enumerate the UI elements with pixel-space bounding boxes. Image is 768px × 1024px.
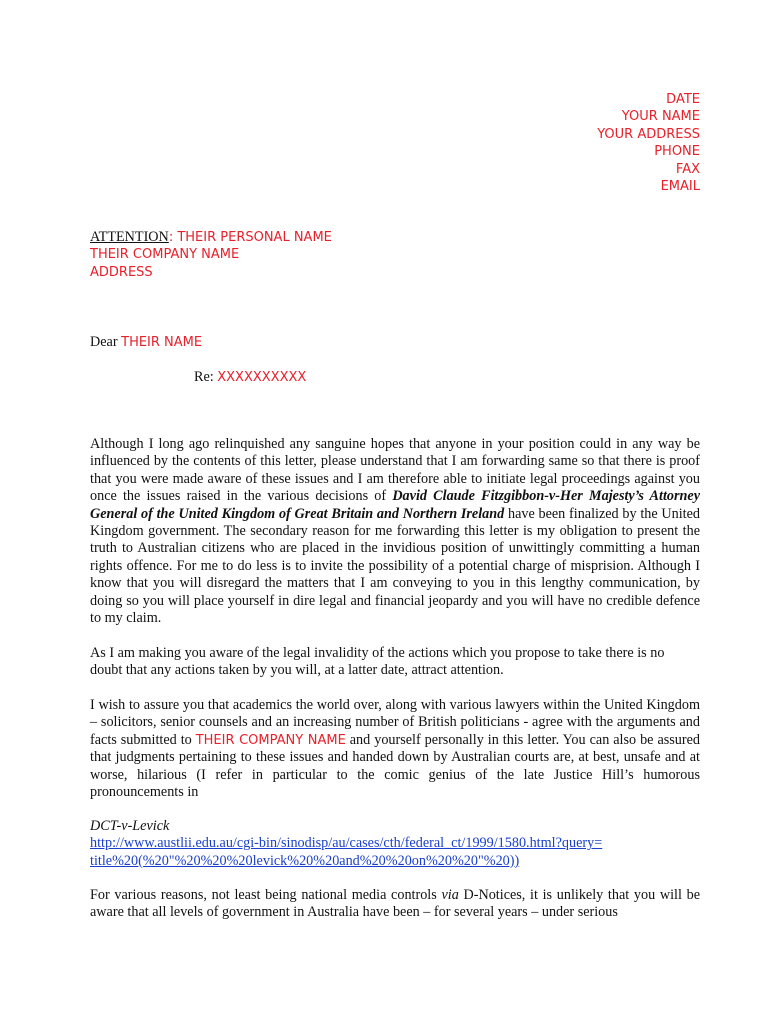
sender-date: DATE (666, 92, 700, 107)
attention-label: ATTENTION (90, 229, 169, 245)
p1-text-a: Although I long ago relinquished any sanguine hopes that anyone in your position could in any way be influenced by the contents of this letter, please understand that I am forwarding same so that there is proof that you were made aware of these issues and I am therefore able to initiate legal proceedings against you once the issues raised in the various decisions of (90, 436, 700, 505)
recipient-block (90, 229, 332, 281)
p3-text-a: I wish to assure you that academics the world over, along with various lawyers within the United Kingdom – solicitors, senior counsels and an increasing number of British politicians - agree with the arguments and facts submitted to (90, 697, 700, 748)
salutation (90, 334, 202, 351)
paragraph-5 (90, 887, 700, 922)
salutation-text: Dear (90, 334, 122, 350)
recipient-company: THEIR COMPANY NAME (90, 247, 240, 263)
p3-text-b: and yourself personally in this letter. You can also be assured that judgments pertaining to these issues and handed down by Australian courts are, at best, unsafe and at worse, hilarious (I refer in particular to the comic genius of the late Justice Hill’s humorous pronouncements in (90, 731, 701, 801)
case-name: David Claude Fitzgibbon-v-Her Majesty’s Attorney General of the United Kingdom of Great Britain and Northern Ireland (90, 488, 700, 522)
sender-phone: PHONE (654, 144, 700, 160)
case-url-link[interactable]: http://www.austlii.edu.au/cgi-bin/sinodisp/au/cases/cth/federal_ct/1999/1580.html?query=title%20(%20"%20%20%20levick%20%20and%20%20on%20%20"%20)) (90, 835, 603, 869)
reference-label: Re: (194, 369, 218, 385)
p3-company-name: THEIR COMPANY NAME (195, 732, 346, 748)
salutation-name: THEIR NAME (121, 335, 203, 350)
p5-via: via (441, 887, 459, 903)
p1-text-b: have been finalized by the United Kingdom government. The secondary reason for me forwarding this letter is my obligation to present the truth to Australian citizens who are placed in the invidious position of unwittingly committing a human rights offence. For me to do less is to invite the possibility of a potential charge of misprision. Although I know that you will disregard the matters that I am conveying to you in this lengthy communication, by doing so you will place yourself in dire legal and financial jeopardy and you will have no credible defence to my claim. (90, 505, 701, 627)
paragraph-3 (90, 697, 700, 801)
sender-name: YOUR NAME (621, 109, 700, 125)
reference-value: XXXXXXXXXX (217, 370, 307, 385)
paragraph-2: As I am making you aware of the legal invalidity of the actions which you propose to take there is no doubt that any actions taken by you will, at a latter date, attract attention. (90, 645, 665, 679)
case-title: DCT-v-Levick (90, 818, 170, 834)
p5-text-a: For various reasons, not least being national media controls (90, 887, 442, 903)
case-reference (90, 818, 700, 870)
attention-colon: : (168, 230, 174, 245)
paragraph-1 (90, 436, 700, 627)
sender-fax: FAX (675, 161, 700, 177)
recipient-address: ADDRESS (90, 264, 153, 280)
sender-block (597, 91, 700, 195)
reference-line (194, 369, 306, 386)
sender-address: YOUR ADDRESS (597, 126, 700, 142)
p5-text-b: D-Notices, it is unlikely that you will be aware that all levels of government in Australia have been – for several years – under serious (90, 887, 701, 921)
attention-line (90, 229, 332, 246)
recipient-personal-name: THEIR PERSONAL NAME (173, 230, 332, 245)
sender-email: EMAIL (660, 179, 700, 195)
